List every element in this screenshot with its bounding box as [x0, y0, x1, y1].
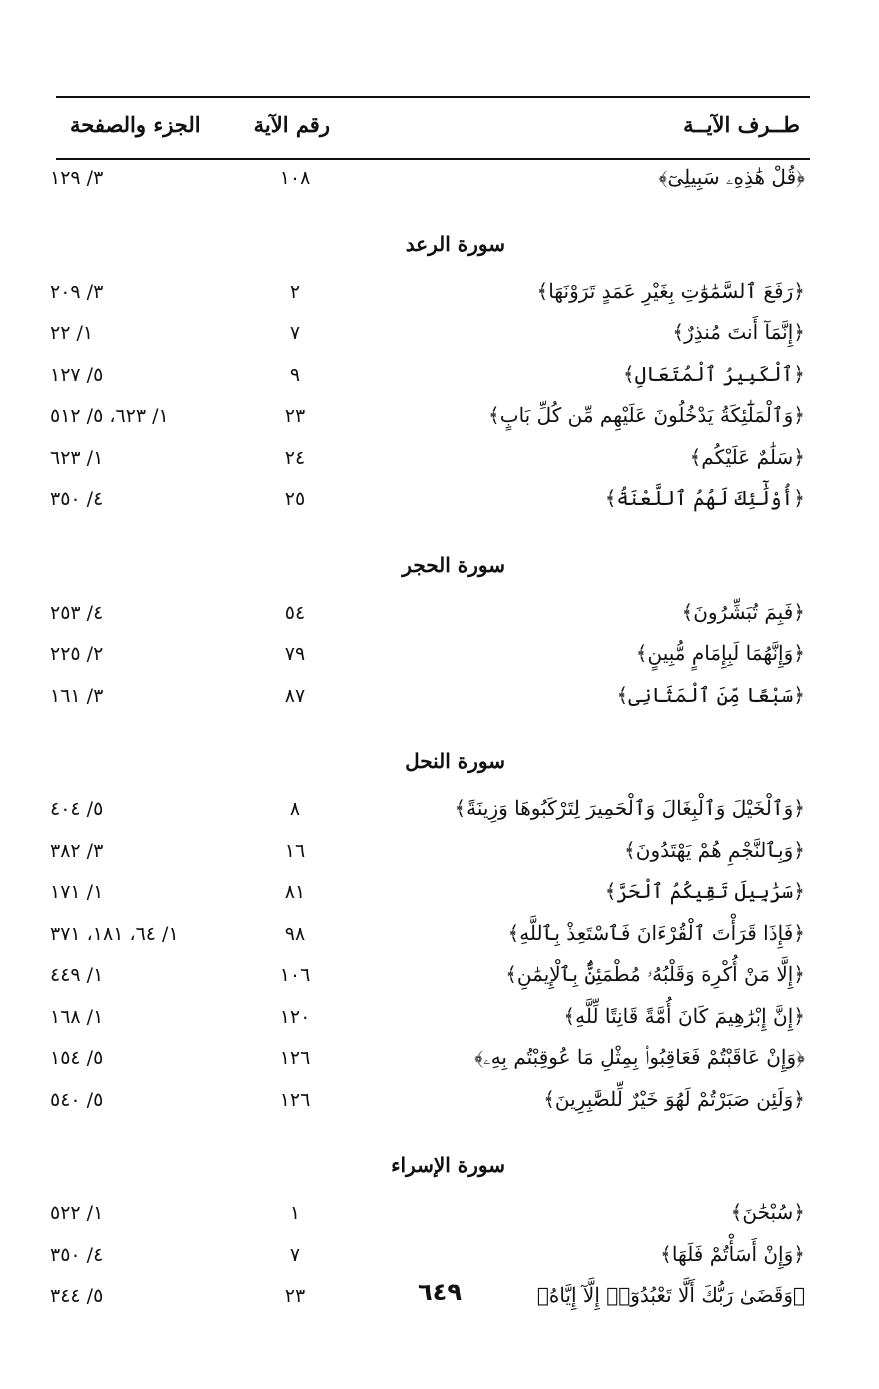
verse-number: ٧ — [289, 1243, 301, 1266]
volume-page-column-header: الجزء والصفحة — [70, 112, 201, 137]
verse-text: ﴿وَلَئِن صَبَرْتُمْ لَهُوَ خَيْرٌ لِّلصَّٰبِرِينَ﴾ — [543, 1086, 805, 1111]
verse-number: ٢٣ — [284, 405, 306, 427]
volume-page-ref: ٤/ ٣٥٠ — [50, 488, 104, 510]
volume-page-ref: ١/ ٢٢ — [50, 322, 94, 344]
verse-text: ﴿قُلْ هَٰذِهِۦ سَبِيلِىٓ﴾ — [658, 165, 805, 189]
verse-text: ﴿إِلَّا مَنْ أُكْرِهَ وَقَلْبُهُۥ مُطْمَئِنٌّۢ بِٱلْإِيمَٰنِ﴾ — [505, 962, 805, 986]
volume-page-ref: ١/ ٦٢٣ — [50, 446, 104, 469]
index-row — [0, 999, 879, 1039]
verse-text: ﴿وَإِنْ عَاقَبْتُمْ فَعَاقِبُوا۟ بِمِثْلِ مَا عُوقِبْتُم بِهِۦ﴾ — [474, 1045, 805, 1069]
index-row — [0, 1195, 879, 1235]
verse-number: ١٦ — [284, 839, 306, 862]
verse-number-column-header: رقم الآية — [253, 112, 330, 137]
volume-page-ref: ٣/ ١٢٩ — [50, 167, 104, 189]
verse-text: ﴿سَلَٰمٌ عَلَيْكُم﴾ — [689, 444, 805, 469]
verse-text: ﴿وَبِٱلنَّجْمِ هُمْ يَهْتَدُونَ﴾ — [624, 837, 805, 862]
volume-page-ref: ١/ ٦٢٣، ٥/ ٥١٢ — [50, 405, 169, 427]
volume-page-ref: ١/ ٦٤، ١٨١، ٣٧١ — [50, 922, 179, 945]
surah-title: سورة الإسراء — [391, 1153, 505, 1177]
volume-page-ref: ٥/ ٥٤٠ — [50, 1088, 104, 1111]
index-row — [0, 874, 879, 914]
verse-number: ٨٧ — [284, 684, 306, 707]
index-row — [0, 833, 879, 873]
volume-page-ref: ٢/ ٢٢٥ — [50, 643, 104, 665]
verse-text: ﴿أُوْلَٰٓئِكَ لَهُمُ ٱللَّعْنَةُ﴾ — [604, 486, 805, 510]
index-row — [0, 1082, 879, 1122]
verse-text: ﴿ٱلْكَبِيرُ ٱلْمُتَعَالِ﴾ — [622, 361, 805, 386]
verse-number: ٥٤ — [284, 601, 306, 624]
verse-text: ﴿رَفَعَ ٱلسَّمَٰوَٰتِ بِغَيْرِ عَمَدٍ تَرَوْنَهَا﴾ — [536, 278, 805, 303]
verse-column-header: طــرف الآيــة — [683, 112, 800, 137]
verse-text: ﴿وَإِنْ أَسَأْتُمْ فَلَهَا﴾ — [660, 1241, 805, 1266]
surah-title: سورة النحل — [405, 749, 505, 773]
volume-page-ref: ٤/ ٣٥٠ — [50, 1243, 104, 1266]
verse-number: ١ — [289, 1202, 301, 1224]
index-row — [0, 315, 879, 355]
verse-number: ٧ — [289, 322, 301, 344]
verse-text: ﴿وَإِنَّهُمَا لَبِإِمَامٍ مُّبِينٍ﴾ — [635, 641, 805, 665]
index-row — [0, 1237, 879, 1277]
volume-page-ref: ٣/ ٢٠٩ — [50, 280, 104, 303]
verse-text: ﴿وَٱلْخَيْلَ وَٱلْبِغَالَ وَٱلْحَمِيرَ لِتَرْكَبُوهَا وَزِينَةً﴾ — [454, 796, 805, 820]
volume-page-ref: ٣/ ١٦١ — [50, 684, 104, 707]
verse-text: ﴿فَإِذَا قَرَأْتَ ٱلْقُرْءَانَ فَٱسْتَعِذْ بِٱللَّهِ﴾ — [507, 920, 805, 945]
volume-page-ref: ٤/ ٢٥٣ — [50, 601, 104, 624]
index-row — [0, 957, 879, 997]
index-row — [0, 595, 879, 635]
page-number: ٦٤٩ — [418, 1278, 462, 1306]
verse-number: ٢٤ — [284, 446, 306, 469]
surah-title: سورة الحجر — [402, 552, 505, 577]
verse-number: ٢٥ — [284, 488, 306, 510]
verse-number: ١٢٦ — [279, 1047, 311, 1069]
volume-page-ref: ١/ ٤٤٩ — [50, 964, 104, 986]
verse-text: ﴿فَبِمَ تُبَشِّرُونَ﴾ — [681, 599, 805, 624]
volume-page-ref: ١/ ١٦٨ — [50, 1005, 104, 1028]
verse-number: ١٢٠ — [279, 1005, 311, 1028]
verse-number: ٨ — [289, 798, 301, 820]
verse-number: ٩ — [289, 363, 301, 386]
index-row — [0, 916, 879, 956]
verse-text: ﴿إِنَّمَآ أَنتَ مُنذِرٌ﴾ — [672, 320, 805, 344]
index-row — [0, 440, 879, 480]
verse-number: ١٢٦ — [279, 1088, 311, 1111]
volume-page-ref: ٣/ ٣٨٢ — [50, 839, 104, 862]
verse-text: ﴿سَرَٰبِيلَ تَقِيكُمُ ٱلْحَرَّ﴾ — [604, 879, 805, 903]
verse-number: ١٠٨ — [279, 167, 311, 189]
volume-page-ref: ٥/ ١٥٤ — [50, 1047, 104, 1069]
verse-text: ﴿إِنَّ إِبْرَٰهِيمَ كَانَ أُمَّةً قَانِتًا لِّلَّهِ﴾ — [563, 1003, 805, 1028]
verse-number: ١٠٦ — [279, 964, 311, 986]
verse-text: ﴿وَٱلْمَلَٰٓئِكَةُ يَدْخُلُونَ عَلَيْهِم مِّن كُلِّ بَابٍ﴾ — [488, 403, 805, 427]
verse-number: ٢٣ — [284, 1285, 306, 1307]
index-row — [0, 274, 879, 314]
verse-text: ﴿سَبْعًا مِّنَ ٱلْمَثَانِى﴾ — [616, 682, 805, 707]
index-row — [0, 1040, 879, 1080]
verse-text: ﴿وَقَضَىٰ رَبُّكَ أَلَّا تَعْبُدُوٓا۟ إِلَّآ إِيَّاهُ﴾ — [536, 1283, 805, 1307]
verse-number: ٢ — [289, 280, 301, 303]
index-row — [0, 678, 879, 718]
index-row — [0, 160, 879, 200]
index-row — [0, 791, 879, 831]
volume-page-ref: ١/ ١٧١ — [50, 881, 104, 903]
verse-text: ﴿سُبْحَٰنَ﴾ — [730, 1200, 805, 1224]
verse-number: ٧٩ — [284, 643, 306, 665]
verse-number: ٩٨ — [284, 922, 306, 945]
surah-title: سورة الرعد — [405, 231, 505, 256]
volume-page-ref: ٥/ ٣٤٤ — [50, 1285, 104, 1307]
verse-number: ٨١ — [284, 881, 306, 903]
volume-page-ref: ١/ ٥٢٢ — [50, 1202, 104, 1224]
index-row — [0, 357, 879, 397]
index-row — [0, 636, 879, 676]
index-row — [0, 481, 879, 521]
volume-page-ref: ٥/ ٤٠٤ — [50, 798, 104, 820]
volume-page-ref: ٥/ ١٢٧ — [50, 363, 104, 386]
index-row — [0, 398, 879, 438]
